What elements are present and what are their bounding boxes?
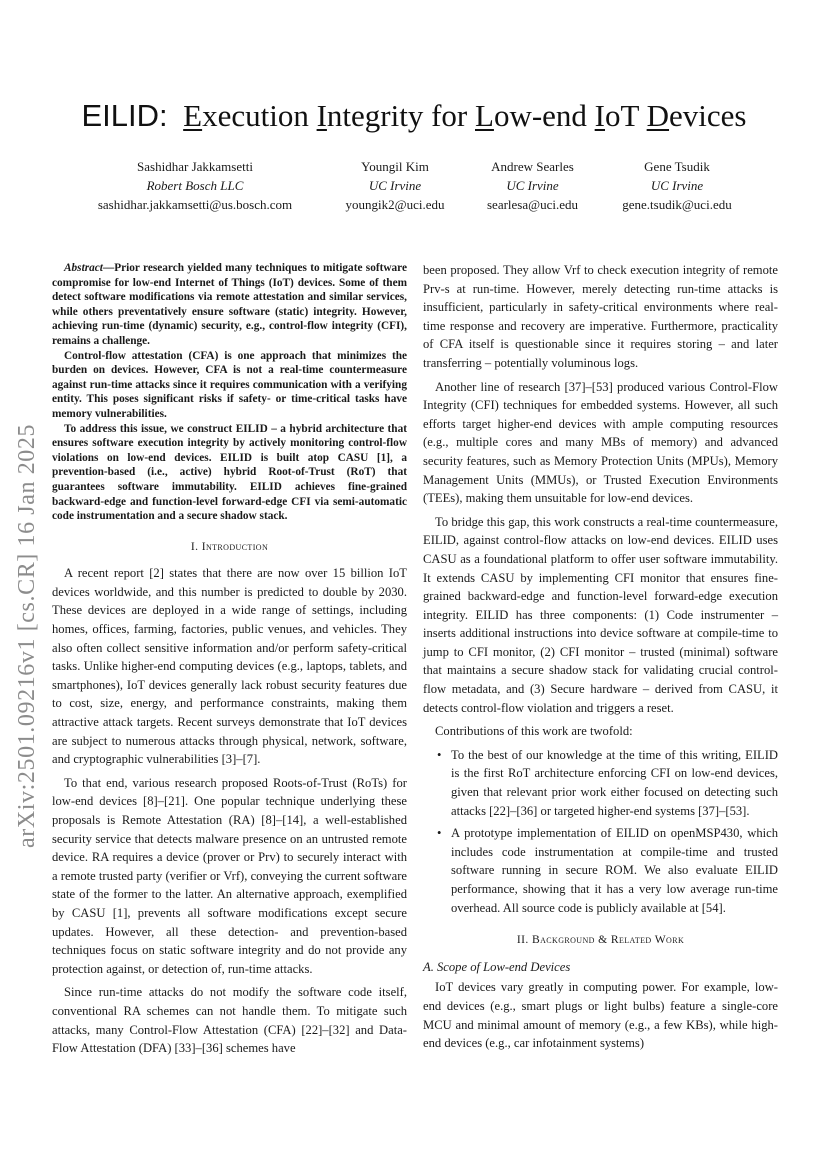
list-item: • A prototype implementation of EILID on openMSP430, which includes code instrumentation at compile-time and trusted software running in secure ROM. We also evaluate EILID performance, showing that it has a very low average run-time overhead. All source code is publicly available at [54].: [451, 824, 778, 917]
abstract-paragraph: Control-flow attestation (CFA) is one approach that minimizes the burden on devices. However, CFA is not a real-time countermeasure against run-time attacks since it requires communication with a verifying entity. This poses significant risks if safety- or time-critical tasks have memory vulnerabilities.: [52, 349, 407, 420]
list-item: • To the best of our knowledge at the time of this writing, EILID is the first RoT architecture enforcing CFI on low-end devices, given that relevant prior work either focused on detecting such attacks [22]–[36] or targeted higher-end systems [37]–[53].: [451, 746, 778, 820]
title-letter-i: I: [316, 98, 327, 133]
left-column: [52, 261, 407, 1063]
body-paragraph: To that end, various research proposed Roots-of-Trust (RoTs) for low-end devices [8]–[21]. One popular technique underlying these proposals is Remote Attestation (RA) [8]–[14], a well-established security service that detects malware presence on an untrusted remote device. RA requires a device (prover or Prv) to securely interact with a remote trusted party (verifier or Vrf), conveying the current software state of the former to the latter. An alternative approach, exemplified by CASU [1], prevents all software modifications except secure updates. However, all these detection- and prevention-based techniques focus on static software integrity and do not provide any protection against, or detection of, run-time attacks.: [52, 775, 407, 976]
body-paragraph: Contributions of this work are twofold:: [435, 724, 633, 739]
title-letter-e: E: [183, 98, 203, 133]
author-block: [340, 157, 450, 214]
contributions-list: [423, 746, 778, 917]
section-heading-introduction: I. Introduction: [190, 539, 269, 553]
author-email: searlesa@uci.edu: [486, 197, 578, 212]
title-letter-d: D: [646, 98, 670, 133]
abstract-paragraph: [52, 261, 407, 349]
author-name: Youngil Kim: [361, 159, 429, 174]
author-block: [470, 157, 595, 214]
author-name: Andrew Searles: [491, 159, 574, 174]
subsection-heading: A. Scope of Low-end Devices: [423, 959, 571, 974]
author-block: [80, 157, 310, 214]
body-paragraph: To bridge this gap, this work constructs a real-time countermeasure, EILID, against control-flow attacks on low-end devices. EILID uses CASU as a foundational platform to offer user software immutability. It extends CASU by implementing CFI monitor that ensures fine-grained backward-edge and function-level forward-edge execution integrity. EILID has three components: (1) Code instrumenter – inserts additional instructions into device software at compile-time to jump to CFI monitor, (2) CFI monitor – trusted (minimal) software that maintains a secure shadow stack for validating crucial control-flow metadata, and (3) Secure hardware – derived from CASU, it detects control-flow violation and triggers a reset.: [423, 514, 778, 715]
section-heading-background: II. Background & Related Work: [516, 933, 685, 947]
title-letter-i2: I: [594, 98, 605, 133]
title-word: ow-end: [493, 98, 595, 133]
abstract-label: Abstract: [64, 262, 103, 274]
title-system-name: EILID:: [81, 98, 168, 133]
author-affiliation: UC Irvine: [650, 178, 704, 193]
abstract: [52, 261, 407, 524]
author-email: gene.tsudik@uci.edu: [622, 197, 732, 212]
author-email: sashidhar.jakkamsetti@us.bosch.com: [97, 197, 293, 212]
body-paragraph: Another line of research [37]–[53] produced various Control-Flow Integrity (CFI) techniques for embedded systems. However, all such efforts target higher-end devices with ample computing resources (e.g., multiple cores and many MBs of memory) and advanced security features, such as Memory Protection Units (MPUs), Memory Management Units (MMUs), or Trusted Execution Environments (TEEs), making them unsuitable for low-end devices.: [423, 379, 778, 506]
abstract-paragraph: To address this issue, we construct EILID – a hybrid architecture that ensures software execution integrity by actively monitoring control-flow violations on low-end devices. EILID is built atop CASU [1], a prevention-based (i.e., active) hybrid Root-of-Trust (RoT) that guarantees software immutability. EILID achieves fine-grained backward-edge and function-level forward-edge CFI via semi-automatic code instrumentation and a secure shadow stack.: [52, 422, 407, 523]
title-word: oT: [605, 98, 647, 133]
body-paragraph: been proposed. They allow Vrf to check execution integrity of remote Prv-s at run-time. However, merely detecting run-time attacks is insufficient, particularly in safety-critical environments where real-time response and recovery are imperative. Furthermore, practicality of CFA itself is questionable since it requires storing – and later transferring – potentially voluminous logs.: [423, 263, 778, 370]
paper-title: [0, 96, 828, 136]
author-affiliation: UC Irvine: [368, 178, 422, 193]
title-word: ntegrity for: [326, 98, 475, 133]
body-paragraph: IoT devices vary greatly in computing power. For example, low-end devices (e.g., smart plugs or light bulbs) feature a single-core MCU and minimal amount of memory (e.g., a few KBs), while high-end devices (e.g., car infotainment systems): [423, 980, 778, 1051]
title-word: xecution: [202, 98, 317, 133]
body-paragraph: A recent report [2] states that there are now over 15 billion IoT devices worldwide, and this number is predicted to double by 2030. These devices are deployed in a wide range of settings, including homes, offices, farming, factories, public venues, and vehicles. They also often collect sensitive information and/or perform safety-critical tasks. Unlike higher-end computing devices (e.g., laptops, tablets, and smartphones), IoT devices generally lack robust security features due to cost, size, energy, and performance constraints, making them attractive attack targets. Recent surveys demonstrate that IoT devices are subject to numerous attacks through physical, network, software, and cryptographic vulnerabilities [3]–[7].: [52, 566, 407, 767]
title-letter-l: L: [475, 98, 494, 133]
arxiv-stamp: arXiv:2501.09216v1 [cs.CR] 16 Jan 2025: [14, 423, 40, 848]
right-column: [423, 261, 778, 1058]
body-paragraph: Since run-time attacks do not modify the software code itself, conventional RA schemes can not handle them. To mitigate such attacks, many Control-Flow Attestation (CFA) [22]–[32] and Data-Flow Attestation (DFA) [33]–[36] schemes have: [52, 985, 407, 1056]
author-name: Gene Tsudik: [644, 159, 710, 174]
author-affiliation: Robert Bosch LLC: [146, 178, 244, 193]
author-email: youngik2@uci.edu: [345, 197, 445, 212]
author-affiliation: UC Irvine: [506, 178, 559, 193]
abstract-text: —Prior research yielded many techniques to mitigate software compromise for low-end Internet of Things (IoT) devices. Some of them detect software modifications via remote attestation and similar services, while others preventatively ensure software (static) integrity. However, achieving run-time (dynamic) security, e.g., control-flow integrity (CFI), remains a challenge.: [52, 262, 407, 347]
author-name: Sashidhar Jakkamsetti: [137, 159, 253, 174]
title-word: evices: [669, 98, 747, 133]
author-block: [612, 157, 742, 214]
